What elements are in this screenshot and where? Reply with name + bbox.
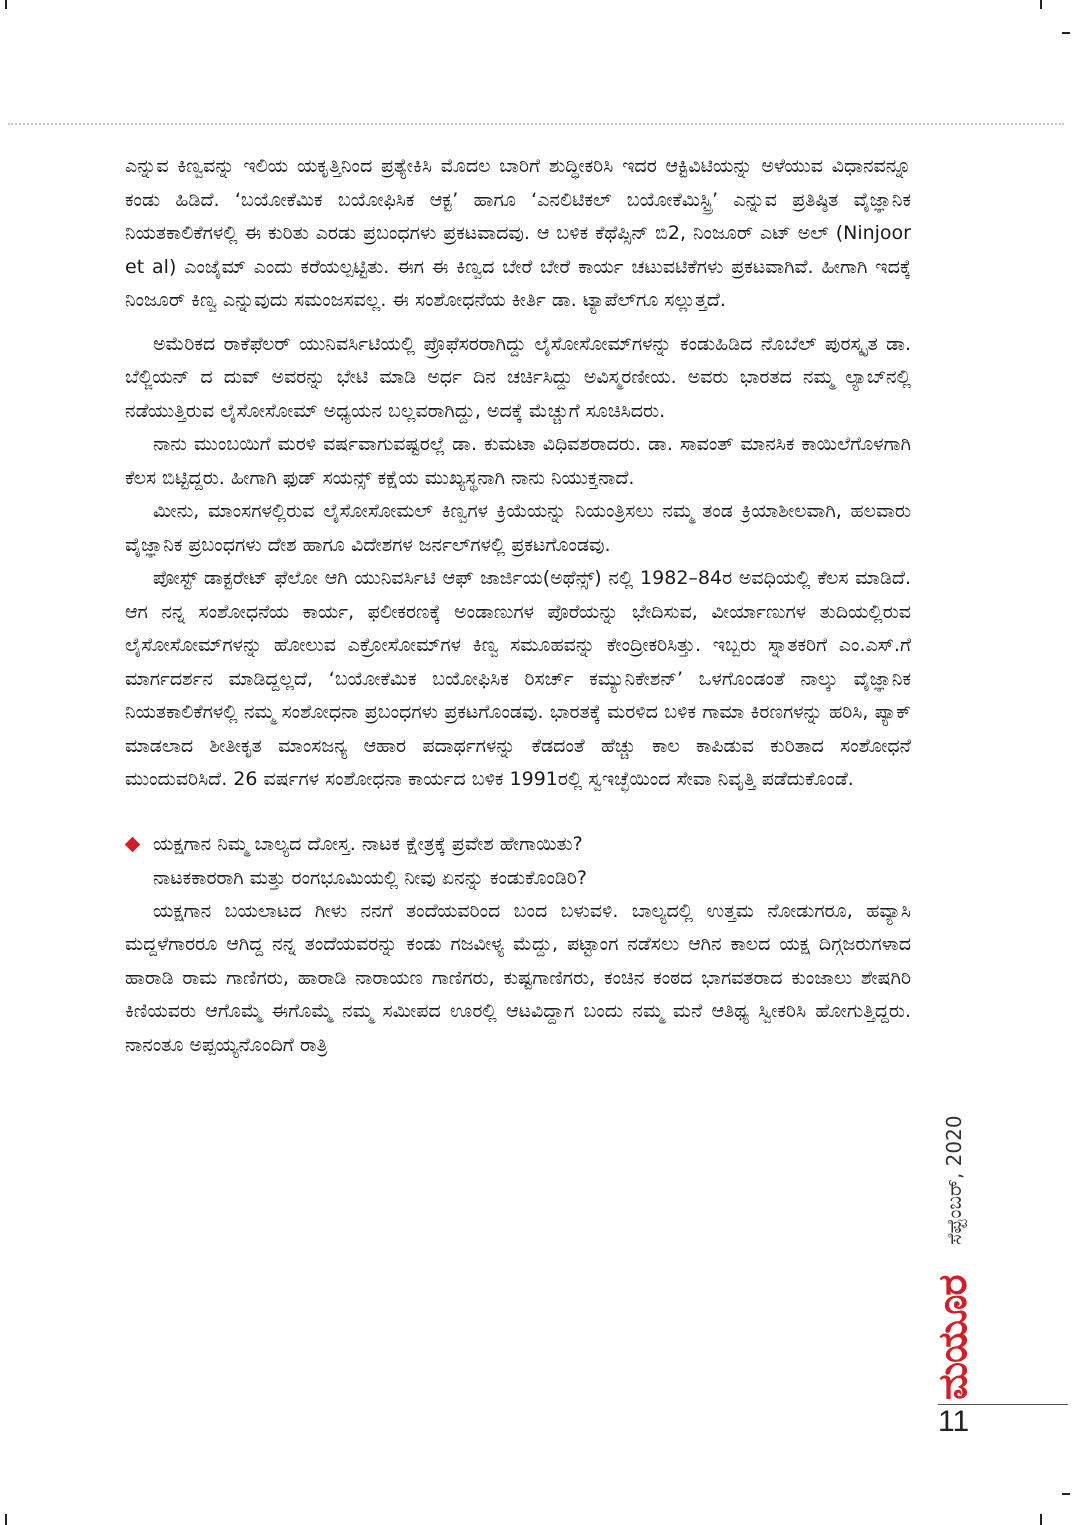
diamond-bullet-icon — [125, 836, 141, 852]
header-dotted-rule — [8, 123, 1064, 125]
magazine-logo-text: ಮಯೂರ — [930, 1275, 976, 1400]
paragraph-5: ಪೋಸ್ಟ್ ಡಾಕ್ಟರೇಟ್ ಫೆಲೋ ಆಗಿ ಯುನಿವರ್ಸಿಟಿ ಆಫ್ ಜಾರ್ಜಿಯ(ಅಥೆನ್ಸ್) ನಲ್ಲಿ 1982–84ರ ಅವಧಿಯಲ್ಲಿ ಕೆಲಸ ಮಾಡಿದೆ. ಆಗ ನನ್ನ ಸಂಶೋಧನೆಯ ಕಾರ್ಯ, ಫಲೀಕರಣಕ್ಕೆ ಅಂಡಾಣುಗಳ ಪೊರೆಯನ್ನು ಭೇದಿಸುವ, ವೀರ್ಯಾಣುಗಳ ತುದಿಯಲ್ಲಿರುವ ಲೈಸೋಸೋಮ್‌ಗಳನ್ನು ಹೋಲುವ ಎಕ್ರೋಸೋಮ್‌ಗಳ ಕಿಣ್ವ ಸಮೂಹವನ್ನು ಕೇಂದ್ರೀಕರಿಸಿತ್ತು. ಇಬ್ಬರು ಸ್ನಾತಕರಿಗೆ ಎಂ.ಎಸ್.ಗೆ ಮಾರ್ಗದರ್ಶನ ಮಾಡಿದ್ದಲ್ಲದೆ, ‘ಬಯೋಕೆಮಿಕ ಬಯೋಫಿಸಿಕ ರಿಸರ್ಚ್ ಕಮ್ಯುನಿಕೇಶನ್’ ಒಳಗೊಂಡಂತೆ ನಾಲ್ಕು ವೈಜ್ಞಾನಿಕ ನಿಯತಕಾಲಿಕೆಗಳಲ್ಲಿ ನಮ್ಮ ಸಂಶೋಧನಾ ಪ್ರಬಂಧಗಳು ಪ್ರಕಟಗೊಂಡವು. ಭಾರತಕ್ಕೆ ಮರಳಿದ ಬಳಿಕ ಗಾಮಾ ಕಿರಣಗಳನ್ನು ಹರಿಸಿ, ಪ್ಯಾಕ್ ಮಾಡಲಾದ ಶೀತೀಕೃತ ಮಾಂಸಜನ್ಯ ಆಹಾರ ಪದಾರ್ಥಗಳನ್ನು ಕೆಡದಂತೆ ಹೆಚ್ಚು ಕಾಲ ಕಾಪಿಡುವ ಕುರಿತಾದ ಸಂಶೋಧನೆ ಮುಂದುವರಿಸಿದೆ. 26 ವರ್ಷಗಳ ಸಂಶೋಧನಾ ಕಾರ್ಯದ ಬಳಿಕ 1991ರಲ್ಲಿ ಸ್ವಇಚ್ಛೆಯಿಂದ ಸೇವಾ ನಿವೃತ್ತಿ ಪಡೆದುಕೊಂಡೆ. — [125, 567, 911, 790]
paragraph-1: ಎನ್ನುವ ಕಿಣ್ವವನ್ನು ಇಲಿಯ ಯಕೃತ್ತಿನಿಂದ ಪ್ರತ್ಯೇಕಿಸಿ ಮೊದಲ ಬಾರಿಗೆ ಶುದ್ಧೀಕರಿಸಿ ಇದರ ಆಕ್ಟಿವಿಟಿಯನ್ನು ಅಳೆಯುವ ವಿಧಾನವನ್ನೂ ಕಂಡು ಹಿಡಿದೆ. ‘ಬಯೋಕೆಮಿಕ ಬಯೋಫಿಸಿಕ ಆಕ್ಟ’ ಹಾಗೂ ‘ಎನಲಿಟಿಕಲ್ ಬಯೋಕೆಮಿಸ್ಟ್ರಿ’ ಎನ್ನುವ ಪ್ರತಿಷ್ಠಿತ ವೈಜ್ಞಾನಿಕ ನಿಯತಕಾಲಿಕೆಗಳಲ್ಲಿ ಈ ಕುರಿತು ಎರಡು ಪ್ರಬಂಧಗಳು ಪ್ರಕಟವಾದವು. ಆ ಬಳಿಕ ಕೆಥೆಪ್ಸಿನ್ ಬಿ2, ನಿಂಜೂರ್ ಎಟ್ ಅಲ್ (Ninjoor et al) ಎಂಜೈಮ್ ಎಂದು ಕರೆಯಲ್ಪಟ್ಟಿತು. ಈಗ ಈ ಕಿಣ್ವದ ಬೇರೆ ಬೇರೆ ಕಾರ್ಯ ಚಟುವಟಿಕೆಗಳು ಪ್ರಕಟವಾಗಿವೆ. ಹೀಗಾಗಿ ಇದಕ್ಕೆ ನಿಂಜೂರ್ ಕಿಣ್ವ ಎನ್ನುವುದು ಸಮಂಜಸವಲ್ಲ. ಈ ಸಂಶೋಧನೆಯ ಕೀರ್ತಿ ಡಾ. ಟ್ಯಾಪೆಲ್‌ಗೂ ಸಲ್ಲುತ್ತದೆ. — [125, 155, 911, 311]
question-line-1: ಯಕ್ಷಗಾನ ನಿಮ್ಮ ಬಾಲ್ಯದ ದೋಸ್ತ. ನಾಟಕ ಕ್ಷೇತ್ರಕ್ಕೆ ಪ್ರವೇಶ ಹೇಗಾಯಿತು? — [153, 832, 583, 855]
crop-mark-top-right — [1040, 0, 1042, 9]
magazine-logo — [922, 1272, 984, 1402]
interview-question — [125, 827, 911, 895]
issue-date — [930, 1095, 980, 1255]
issue-date-text: ಸೆಪ್ಟೆಂಬರ್, 2020 — [942, 1115, 966, 1245]
crop-mark-bottom-right — [1040, 1514, 1042, 1525]
crop-mark-bottom-left — [5, 1514, 7, 1525]
paragraph-3: ನಾನು ಮುಂಬಯಿಗೆ ಮರಳಿ ವರ್ಷವಾಗುವಷ್ಟರಲ್ಲೆ ಡಾ. ಕುಮಟಾ ವಿಧಿವಶರಾದರು. ಡಾ. ಸಾವಂತ್ ಮಾನಸಿಕ ಕಾಯಿಲೆಗೊಳಗಾಗಿ ಕೆಲಸ ಬಿಟ್ಟಿದ್ದರು. ಹೀಗಾಗಿ ಫುಡ್ ಸಯನ್ಸ್ ಕಕ್ಷೆಯ ಮುಖ್ಯಸ್ಥನಾಗಿ ನಾನು ನಿಯುಕ್ತನಾದೆ. — [125, 433, 911, 489]
page-number: 11 — [938, 1405, 970, 1438]
question-line-2: ನಾಟಕಕಾರರಾಗಿ ಮತ್ತು ರಂಗಭೂಮಿಯಲ್ಲಿ ನೀವು ಏನನ್ನು ಕಂಡುಕೊಂಡಿರಿ? — [153, 866, 587, 889]
paragraph-2: ಅಮೆರಿಕದ ರಾಕೆಫೆಲರ್ ಯುನಿವರ್ಸಿಟಿಯಲ್ಲಿ ಪ್ರೊಫೆಸರರಾಗಿದ್ದು ಲೈಸೋಸೋಮ್‌ಗಳನ್ನು ಕಂಡುಹಿಡಿದ ನೊಬೆಲ್ ಪುರಸ್ಕೃತ ಡಾ. ಬೆಲ್ಜಿಯನ್ ದ ದುವ್ ಅವರನ್ನು ಭೇಟಿ ಮಾಡಿ ಅರ್ಧ ದಿನ ಚರ್ಚಿಸಿದ್ದು ಅವಿಸ್ಮರಣೀಯ. ಅವರು ಭಾರತದ ನಮ್ಮ ಲ್ಯಾಬ್‌ನಲ್ಲಿ ನಡೆಯುತ್ತಿರುವ ಲೈಸೋಸೋಮ್ ಅಧ್ಯಯನ ಬಲ್ಲವರಾಗಿದ್ದು, ಅದಕ್ಕೆ ಮೆಚ್ಚುಗೆ ಸೂಚಿಸಿದರು. — [125, 332, 911, 422]
answer-paragraph: ಯಕ್ಷಗಾನ ಬಯಲಾಟದ ಗೀಳು ನನಗೆ ತಂದೆಯವರಿಂದ ಬಂದ ಬಳುವಳಿ. ಬಾಲ್ಯದಲ್ಲಿ ಉತ್ತಮ ನೋಡುಗರೂ, ಹವ್ಯಾಸಿ ಮದ್ದಳೆಗಾರರೂ ಆಗಿದ್ದ ನನ್ನ ತಂದೆಯವರನ್ನು ಕಂಡು ಗಜವೀಳ್ಯ ಮೆದ್ದು, ಪಟ್ಟಾಂಗ ನಡೆಸಲು ಆಗಿನ ಕಾಲದ ಯಕ್ಷ ದಿಗ್ಗಜರುಗಳಾದ ಹಾರಾಡಿ ರಾಮ ಗಾಣಿಗರು, ಹಾರಾಡಿ ನಾರಾಯಣ ಗಾಣಿಗರು, ಕುಷ್ಟಗಾಣಿಗರು, ಕಂಚಿನ ಕಂಠದ ಭಾಗವತರಾದ ಕುಂಜಾಲು ಶೇಷಗಿರಿ ಕಿಣಿಯವರು ಆಗೊಮ್ಮೆ ಈಗೊಮ್ಮೆ ನಮ್ಮ ಸಮೀಪದ ಊರಲ್ಲಿ ಆಟವಿದ್ದಾಗ ಬಂದು ನಮ್ಮ ಮನೆ ಆತಿಥ್ಯ ಸ್ವೀಕರಿಸಿ ಹೋಗುತ್ತಿದ್ದರು. ನಾನಂತೂ ಅಪ್ಪಯ್ಯನೊಂದಿಗೆ ರಾತ್ರಿ — [125, 899, 911, 1056]
article-body — [125, 150, 911, 1062]
paragraph-4: ಮೀನು, ಮಾಂಸಗಳಲ್ಲಿರುವ ಲೈಸೋಸೋಮಲ್ ಕಿಣ್ವಗಳ ಕ್ರಿಯೆಯನ್ನು ನಿಯಂತ್ರಿಸಲು ನಮ್ಮ ತಂಡ ಕ್ರಿಯಾಶೀಲವಾಗಿ, ಹಲವಾರು ವೈಜ್ಞಾನಿಕ ಪ್ರಬಂಧಗಳು ದೇಶ ಹಾಗೂ ವಿದೇಶಗಳ ಜರ್ನಲ್‌ಗಳಲ್ಲಿ ಪ್ರಕಟಗೊಂಡವು. — [125, 500, 911, 556]
crop-mark-right-top — [1062, 32, 1070, 34]
crop-mark-top-left — [5, 0, 7, 9]
crop-mark-right-bottom — [1062, 1493, 1070, 1495]
